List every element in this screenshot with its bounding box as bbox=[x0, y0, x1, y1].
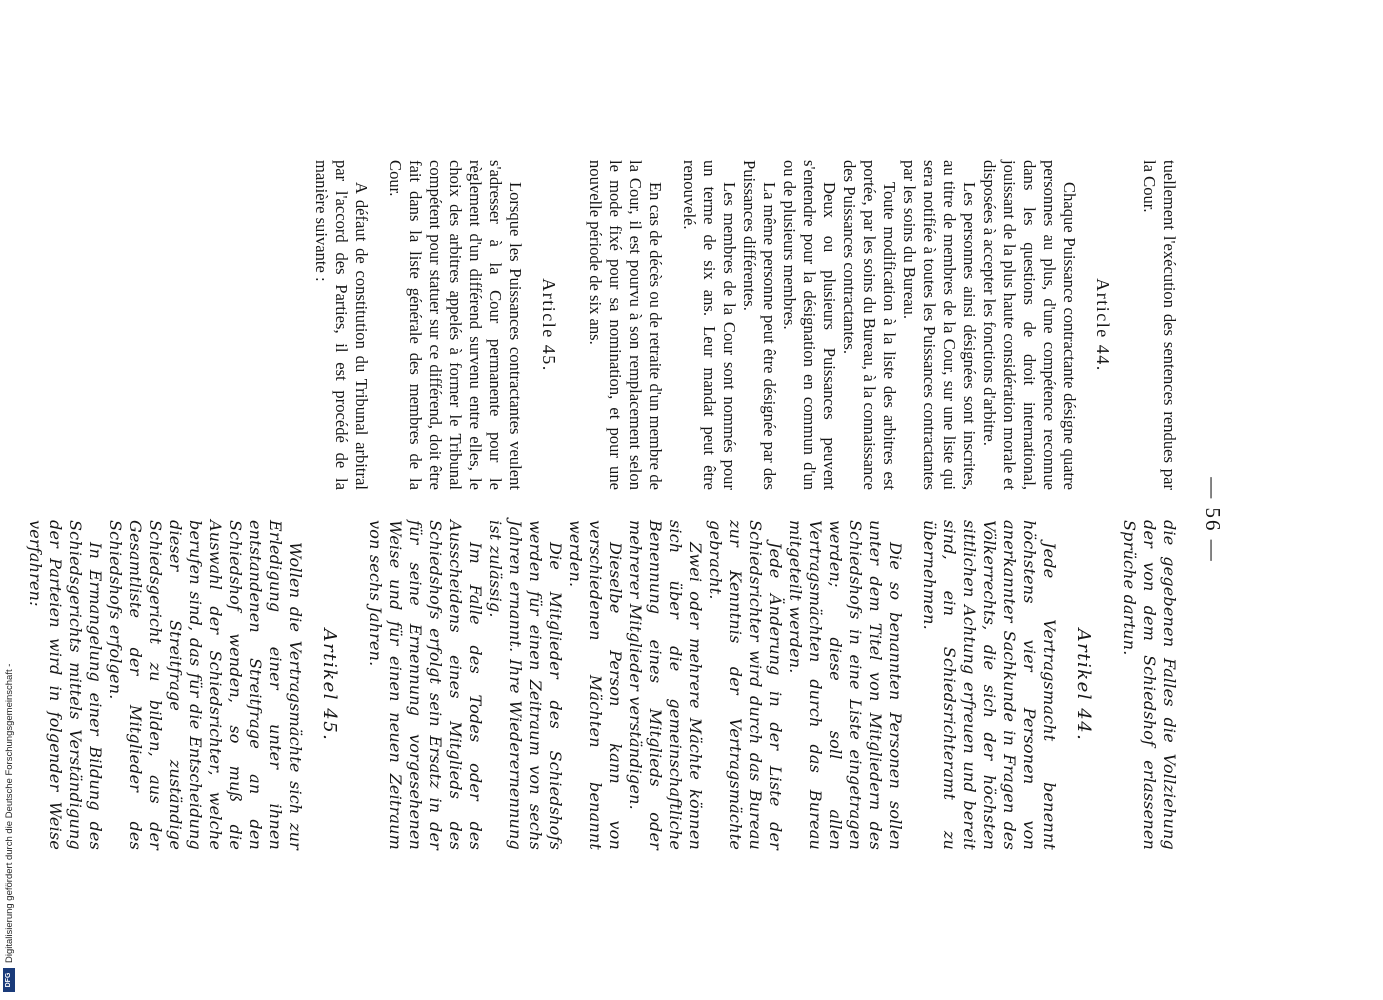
french-art44-paragraph: Chaque Puissance contractante désigne quatre personnes au plus, d'une compétence reconnue dans les questions de droit international, jouissant de la plus haute considération morale et disposées à accepter les fonctions d'arbitre. bbox=[980, 160, 1079, 490]
french-art44-paragraph: En cas de décès ou de retraite d'un membre de la Cour, il est pourvu à son remplacement selon le mode fixé pour sa nomination, et pour une nouvelle période de six ans. bbox=[586, 160, 665, 490]
german-art44-paragraph: Dieselbe Person kann von verschiedenen Mächten benannt werden. bbox=[566, 520, 625, 850]
french-article-44-title: Article 44. bbox=[1093, 278, 1113, 372]
german-art45-paragraph: In Ermangelung einer Bildung des Schiedsgerichts mittels Verständigung der Parteien wird in folgender Weise verfahren: bbox=[26, 520, 105, 850]
credit-text: Digitalisierung gefördert durch die Deutsche Forschungsgemeinschaft - bbox=[3, 663, 15, 963]
dfg-logo: DFG bbox=[3, 968, 15, 992]
digitization-credit bbox=[3, 592, 15, 992]
german-art44-paragraph: Zwei oder mehrere Mächte können sich über die gemeinschaftliche Benennung eines Mitglieds oder mehrerer Mitglieder verständigen. bbox=[626, 520, 705, 850]
french-art45-paragraph: Lorsque les Puissances contractantes veulent s'adresser à la Cour permanente pour le règlement d'un différend survenu entre elles, le choix des arbitres appelés à former le Tribunal compétent pour statuer sur ce différend, doit être fait dans la liste générale des membres de la Cour. bbox=[386, 160, 525, 490]
french-art44-paragraph: La même personne peut être désignée par des Puissances différentes. bbox=[740, 160, 779, 490]
german-art44-paragraph: Jede Vertragsmacht benennt höchstens vier Personen von anerkannter Sachkunde in Fragen des Völkerrechts, die sich der höchsten sittlichen Achtung erfreuen und bereit sind, ein Schiedsrichteramt zu übernehmen. bbox=[920, 520, 1059, 850]
german-article-45-title: Artikel 45. bbox=[319, 628, 340, 742]
german-article-44-title: Artikel 44. bbox=[1073, 628, 1094, 742]
french-art44-paragraph: Les membres de la Cour sont nommés pour un terme de six ans. Leur mandat peut être renouvelé. bbox=[680, 160, 739, 490]
french-art44-paragraph: Deux ou plusieurs Puissances peuvent s'entendre pour la désignation en commun d'un ou de plusieurs membres. bbox=[780, 160, 839, 490]
rotated-page bbox=[26, 160, 1225, 880]
french-intro: tuellement l'exécution des sentences rendues par la Cour. bbox=[1140, 160, 1179, 490]
french-art44-paragraph: Toute modification à la liste des arbitres est portée, par les soins du Bureau, à la connaissance des Puissances contractantes. bbox=[840, 160, 899, 490]
german-intro: die gegebenen Falles die Vollziehung der von dem Schiedshof erlassenen Sprüche dartun. bbox=[1120, 520, 1179, 850]
french-art44-paragraph: Les personnes ainsi désignées sont inscrites, au titre de membres de la Cour, sur une liste qui sera notifiée à toutes les Puissances contractantes par les soins du Bureau. bbox=[900, 160, 979, 490]
french-article-45-title: Article 45. bbox=[539, 278, 559, 372]
german-art45-paragraph: Wollen die Vertragsmächte sich zur Erledigung einer unter ihnen entstandenen Streitfrage an den Schiedshof wenden, so muß die Auswahl der Schiedsrichter, welche berufen sind, das für die Entscheidung dieser Streitfrage zuständige Schiedsgericht zu bilden, aus der Gesamtliste der Mitglieder des Schiedshofs erfolgen. bbox=[106, 520, 305, 850]
page-number: — 56 — bbox=[1201, 477, 1225, 563]
german-column bbox=[25, 520, 1179, 850]
german-art44-paragraph: Im Falle des Todes oder des Ausscheidens eines Mitglieds des Schiedshofs erfolgt sein Ersatz in der für seine Ernennung vorgesehenen Weise und für einen neuen Zeitraum von sechs Jahren. bbox=[366, 520, 485, 850]
french-art45-paragraph: A défaut de constitution du Tribunal arbitral par l'accord des Parties, il est procédé de la manière suivante : bbox=[312, 160, 371, 490]
german-art44-paragraph: Die Mitglieder des Schiedshofs werden für einen Zeitraum von sechs Jahren ernannt. Ihre Wiederernennung ist zulässig. bbox=[486, 520, 565, 850]
german-art44-paragraph: Jede Änderung in der Liste der Schiedsrichter wird durch das Bureau zur Kenntnis der Vertragsmächte gebracht. bbox=[706, 520, 785, 850]
french-column bbox=[311, 160, 1179, 490]
german-art44-paragraph: Die so benannten Personen sollen unter dem Titel von Mitgliedern des Schiedshofs in eine Liste eingetragen werden; diese soll allen Vertragsmächten durch das Bureau mitgeteilt werden. bbox=[786, 520, 905, 850]
